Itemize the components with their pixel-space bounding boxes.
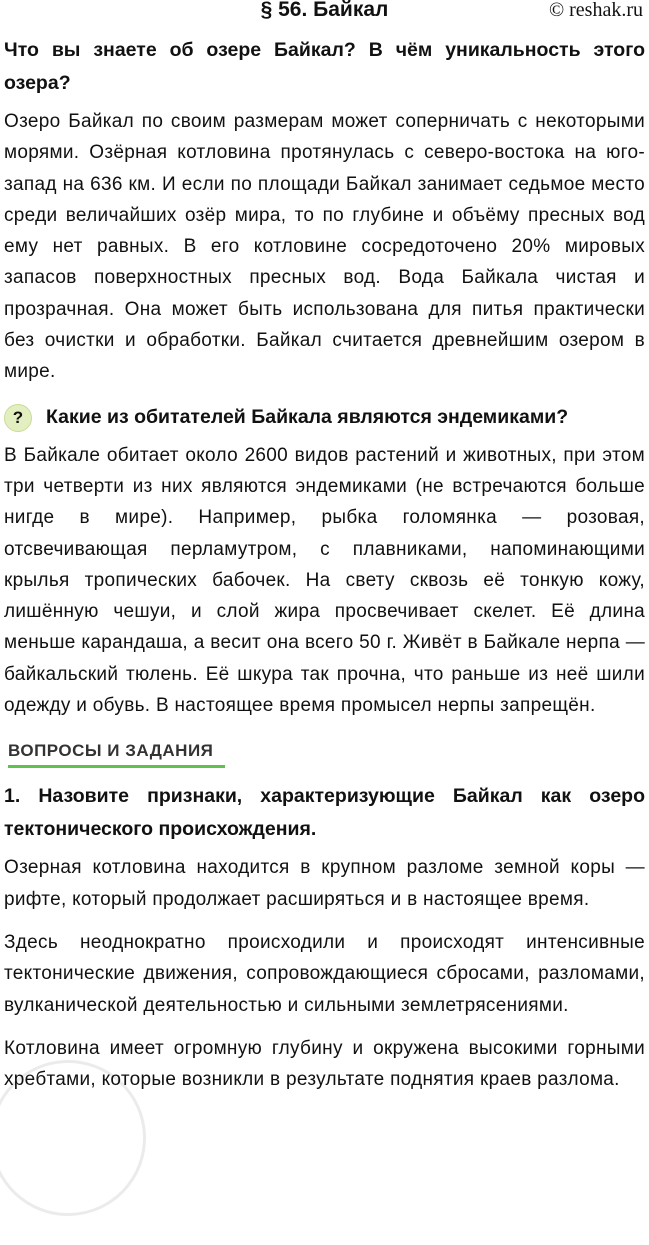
task-answer: Здесь неоднократно происходили и происходят интенсивные тектонические движения, сопровождающиеся сбросами, разломами, вулканической деятельностью и сильными землетрясениями. [4,931,645,1016]
task-answer: Котловина имеет огромную глубину и окружена высокими горными хребтами, которые возникли в результате поднятия краев разлома. [4,1037,645,1091]
page-header [0,0,649,30]
question-heading: Что вы знаете об озере Байкал? В чём уникальность этого озера? [4,39,645,94]
task-question: 1. Назовите признаки, характеризующие Байкал как озеро тектонического происхождения. [4,785,645,841]
question-text: Какие из обитателей Байкала являются эндемиками? [46,406,569,429]
answer-paragraph: В Байкале обитает около 2600 видов растений и животных, при этом три четверти из них являются эндемиками (не встречаются больше нигде в мире). Например, рыбка голомянка — розовая, отсвечивающая перламутром, с плавниками, напоминающими крылья тропических бабочек. На свету сквозь её тонкую кожу, лишённую чешуи, и слой жира просвечивает скелет. Её длина меньше карандаша, а весит она всего 50 г. Живёт в Байкале нерпа — байкальский тюлень. Её шкура так прочна, что раньше из неё шили одежду и обувь. В настоящее время промысел нерпы запрещён. [4,444,645,717]
section-heading: ВОПРОСЫ И ЗАДАНИЯ [8,741,225,768]
task-answer: Озерная котловина находится в крупном разломе земной коры — рифте, который продолжает расширяться и в настоящее время. [4,857,645,910]
copyright: © reshak.ru [548,0,643,21]
page-title: § 56. Байкал [260,0,389,21]
question-icon: ? [4,404,32,432]
answer-paragraph: Озеро Байкал по своим размерам может соперничать с некоторыми морями. Озёрная котловина протянулась с северо-востока на юго-запад на 636 км. И если по площади Байкал занимает седьмое место среди величайших озёр мира, то по глубине и объёму пресных вод ему нет равных. В его котловине сосредоточено 20% мировых запасов поверхностных пресных вод. Вода Байкала чистая и прозрачная. Она может быть использована для питья практически без очистки и обработки. Байкал считается древнейшим озером в мире. [4,111,645,383]
question-heading [4,402,649,434]
